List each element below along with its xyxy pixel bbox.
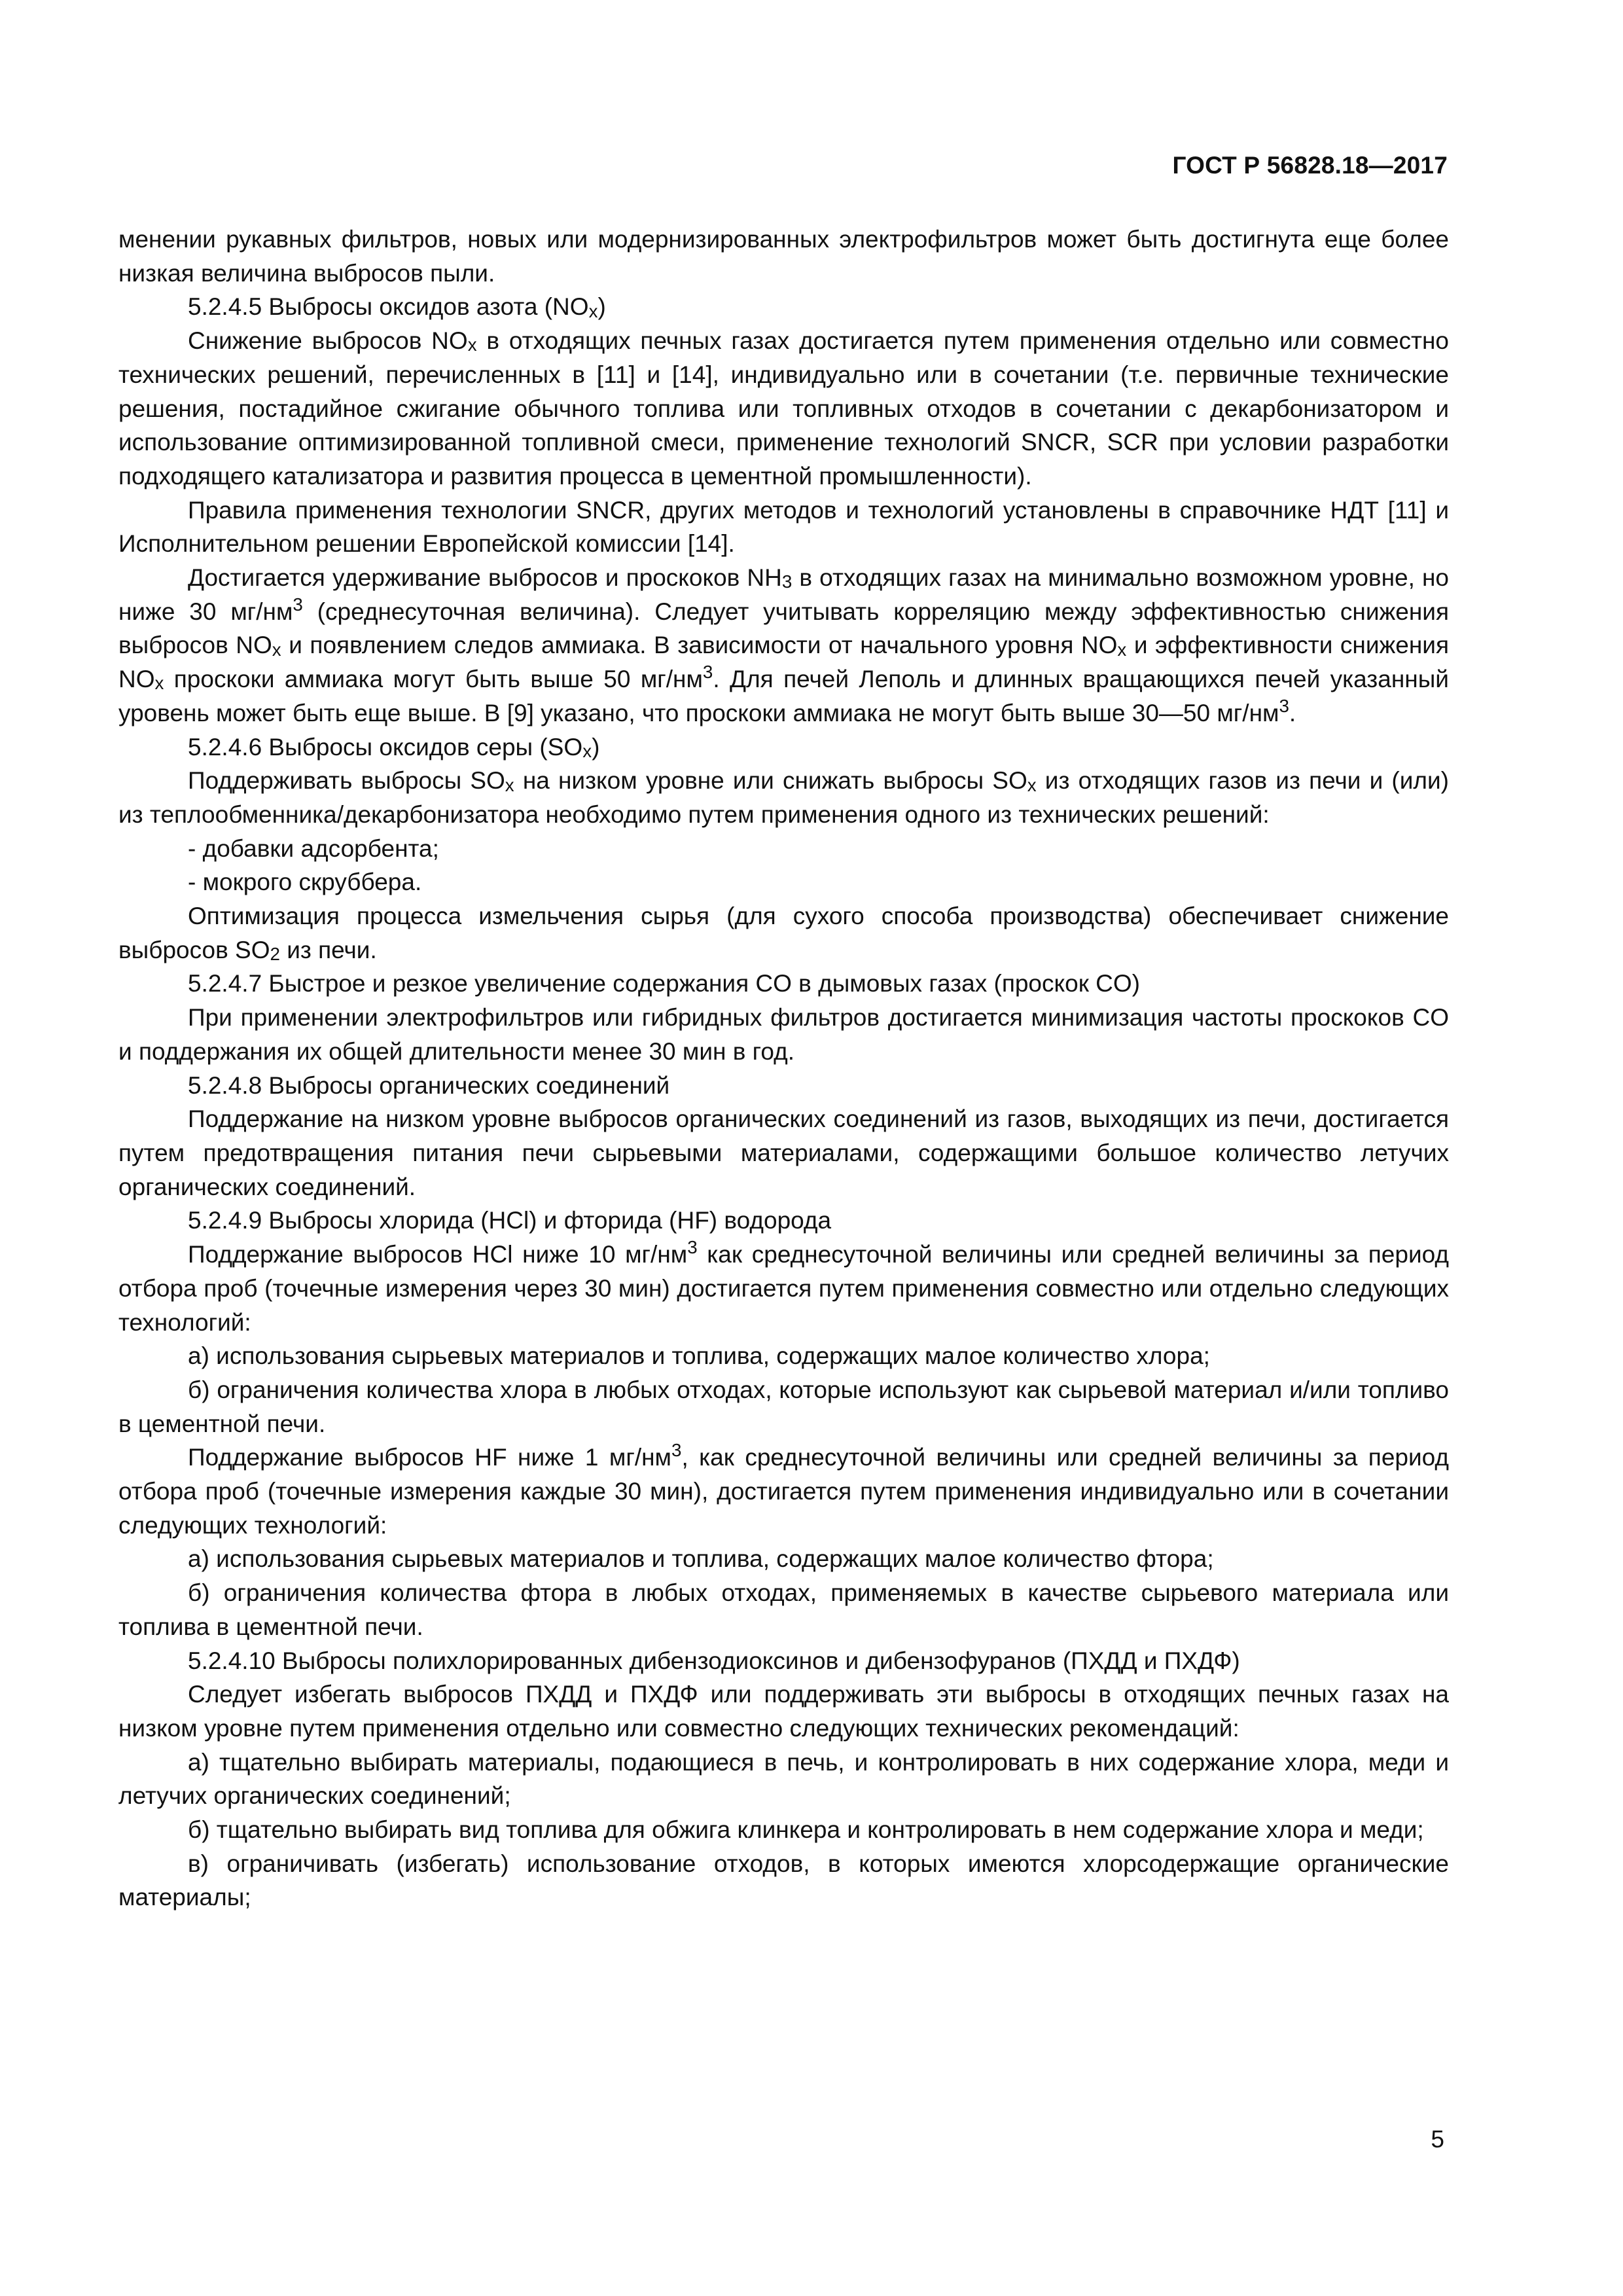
paragraph: Следует избегать выбросов ПХДД и ПХДФ или поддерживать эти выбросы в отходящих печных газах на низком уровне путем применения отдельно или совместно следующих технических рекомендаций: (118, 1681, 1449, 1742)
paragraph: в) ограничивать (избегать) использование отходов, в которых имеются хлорсодержащие органические материалы; (118, 1850, 1449, 1911)
paragraph: 5.2.4.6 Выбросы оксидов серы $(SO_x)$ (188, 733, 600, 761)
paragraph: б) тщательно выбирать вид топлива для обжига клинкера и контролировать в нем содержание хлора и меди; (188, 1816, 1424, 1844)
paragraph: Поддержание выбросов HF ниже 1 $мг/нм^3$, как среднесуточной величины или средней величины за период отбора проб (точечные измерения каждые 30 мин), достигается путем применения индивидуально или в сочетании следующих технологий: (118, 1440, 1450, 1539)
paragraph: 5.2.4.7 Быстрое и резкое увеличение содержания CO в дымовых газах (проскок CO) (188, 970, 1140, 997)
paragraph: 5.2.4.9 Выбросы хлорида (HCl) и фторида (HF) водорода (188, 1207, 832, 1234)
paragraph: Поддержание выбросов HCl ниже 10 $мг/нм^3$ как среднесуточной величины или средней величины за период отбора проб (точечные измерения через 30 мин) достигается путем применения совместно или отдельно следующих технологий: (118, 1237, 1449, 1336)
paragraph: а) использования сырьевых материалов и топлива, содержащих малое количество хлора; (188, 1342, 1210, 1370)
paragraph: 5.2.4.8 Выбросы органических соединений (188, 1071, 670, 1099)
paragraph: менении рукавных фильтров, новых или модернизированных электрофильтров может быть достигнута еще более низкая величина выбросов пыли. (118, 226, 1449, 287)
paragraph: Оптимизация процесса измельчения сырья (для сухого способа производства) обеспечивает снижение выбросов $SO_2$ из печи. (118, 903, 1449, 965)
paragraph: Поддержание на низком уровне выбросов органических соединений из газов, выходящих из печи, достигается путем предотвращения питания печи сырьевыми материалами, содержащими большое количество летучих органических соединений. (118, 1105, 1449, 1200)
body-text (118, 223, 1449, 1914)
paragraph: Правила применения технологии SNCR, других методов и технологий установлены в справочнике НДТ [11] и Исполнительном решении Европейской комиссии [14]. (118, 496, 1449, 558)
document-header: ГОСТ Р 56828.18—2017 (1172, 152, 1448, 179)
paragraph: 5.2.4.5 Выбросы оксидов азота $(NO_x)$ (188, 293, 606, 321)
paragraph: б) ограничения количества хлора в любых отходах, которые используют как сырьевой материал и/или топливо в цементной печи. (118, 1376, 1449, 1437)
paragraph: а) тщательно выбирать материалы, подающиеся в печь, и контролировать в них содержание хлора, меди и летучих органических соединений; (118, 1748, 1449, 1810)
paragraph: а) использования сырьевых материалов и топлива, содержащих малое количество фтора; (188, 1545, 1214, 1573)
paragraph: - мокрого скруббера. (188, 869, 422, 896)
paragraph: Поддерживать выбросы $SO_x$ на низком уровне или снижать выбросы $SO_x$ из отходящих газов из печи и (или) из теплообменника/декарбонизатора необходимо путем применения одного из технических решений: (118, 767, 1449, 828)
paragraph: При применении электрофильтров или гибридных фильтров достигается минимизация частоты проскоков CO и поддержания их общей длительности менее 30 мин в год. (118, 1004, 1449, 1065)
paragraph: 5.2.4.10 Выбросы полихлорированных дибензодиоксинов и дибензофуранов (ПХДД и ПХДФ) (188, 1647, 1240, 1674)
paragraph: Снижение выбросов $NO_x$ в отходящих печных газах достигается путем применения отдельно или совместно технических решений, перечисленных в [11] и [14], индивидуально или в сочетании (т.е. первичные технические решения, постадийное сжигание обычного топлива или топливных отходов в сочетании с декарбонизатором и использование оптимизированной топливной смеси, применение технологий SNCR, SCR при условии разработки подходящего катализатора и развития процесса в цементной промышленности). (118, 327, 1449, 490)
paragraph: Достигается удерживание выбросов и проскоков $NH_3$ в отходящих газах на минимально возможном уровне, но ниже 30 $мг/нм^3$ (среднесуточная величина). Следует учитывать корреляцию между эффективностью снижения выбросов $NO_x$ и появлением следов аммиака. В зависимости от начального уровня $NO_x$ и эффективности снижения $NO_x$ проскоки аммиака могут быть выше 50 $мг/нм^3$. Для печей Леполь и длинных вращающихся печей указанный уровень может быть еще выше. В [9] указано, что проскоки аммиака не могут быть выше 30—50 $мг/нм^3$. (118, 564, 1450, 726)
paragraph: - добавки адсорбента; (188, 834, 439, 862)
page-number: 5 (1431, 2126, 1444, 2153)
paragraph: б) ограничения количества фтора в любых отходах, применяемых в качестве сырьевого материала или топлива в цементной печи. (118, 1579, 1449, 1640)
